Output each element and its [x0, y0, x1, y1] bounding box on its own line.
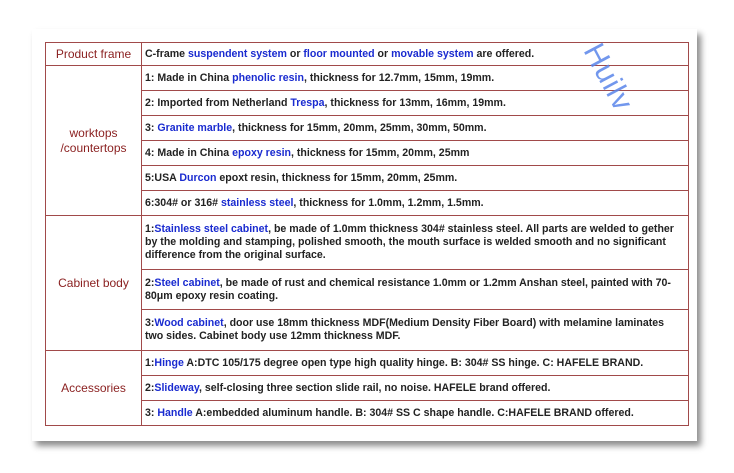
worktop-item-6	[142, 191, 689, 216]
highlight-term: Trespa	[290, 96, 325, 109]
text: C-frame	[145, 47, 188, 60]
category-accessories: Accessories	[46, 351, 142, 426]
text: 1: Made in China	[145, 71, 233, 84]
highlight-term: phenolic resin	[232, 71, 304, 84]
highlight-term: suspendent system	[187, 47, 287, 60]
text: , thickness for 13mm, 16mm, 19mm.	[324, 96, 506, 109]
highlight-term: stainless steel	[220, 196, 294, 209]
text: , thickness for 1.0mm, 1.2mm, 1.5mm.	[293, 196, 484, 209]
worktop-item-5	[142, 166, 689, 191]
highlight-term: Granite marble	[157, 121, 233, 134]
text: 3:	[145, 121, 158, 134]
highlight-term: Handle	[157, 406, 193, 419]
text: , self-closing three section slide rail, no noise. HAFELE brand offered.	[198, 381, 551, 394]
text: 5:USA	[145, 171, 180, 184]
highlight-term: movable system	[391, 47, 474, 60]
table-row-worktop	[46, 166, 689, 191]
highlight-term: floor mounted	[303, 47, 375, 60]
text: or	[286, 47, 304, 60]
text: , thickness for 12.7mm, 15mm, 19mm.	[303, 71, 495, 84]
text: 2:	[145, 276, 155, 289]
highlight-term: Wood cabinet	[154, 317, 224, 329]
highlight-term: Durcon	[179, 171, 217, 184]
highlight-term: Steel cabinet	[154, 276, 220, 289]
text: , thickness for 15mm, 20mm, 25mm, 30mm, 50mm.	[232, 121, 487, 134]
text: A:DTC 105/175 degree open type high quality hinge. B: 304# SS hinge. C: HAFELE BRAND.	[183, 356, 644, 369]
category-worktops: worktops /countertops	[46, 66, 142, 216]
text: , door use 18mm thickness MDF(Medium Density Fiber Board) with melamine laminates two sides. Cabinet body use 12mm thickness MDF.	[145, 317, 665, 342]
worktop-item-3	[142, 116, 689, 141]
text: 3:	[145, 406, 158, 419]
text: 2: Imported from Netherland	[145, 96, 291, 109]
category-cabinet-body: Cabinet body	[46, 216, 142, 351]
text: epoxt resin, thickness for 15mm, 20mm, 25mm.	[216, 171, 458, 184]
highlight-term: Stainless steel cabinet	[154, 223, 269, 235]
text: , be made of rust and chemical resistance 1.0mm or 1.2mm Anshan steel, painted with 70-80μm epoxy resin coating.	[145, 276, 671, 302]
text: 1:	[145, 223, 155, 235]
category-product-frame: Product frame	[46, 43, 142, 66]
cabinet-item-1	[142, 216, 689, 270]
table-row-worktop	[46, 191, 689, 216]
text: 3:	[145, 317, 155, 329]
brand-watermark: Huilv	[576, 38, 640, 117]
table-row-worktop	[46, 91, 689, 116]
text: , thickness for 15mm, 20mm, 25mm	[291, 146, 470, 159]
highlight-term: epoxy resin	[232, 146, 292, 159]
specification-table	[45, 42, 689, 426]
table-row-accessory	[46, 401, 689, 426]
text: , be made of 1.0mm thickness 304# stainless steel. All parts are welded to gether by the molding and stamping, polished smooth, the mouth surface is welded smooth and no significant difference from the original surface.	[145, 223, 674, 261]
text: 6:304# or 316#	[145, 196, 221, 209]
cabinet-item-3	[142, 310, 689, 351]
text: 1:	[145, 356, 155, 369]
table-row-accessory	[46, 376, 689, 401]
accessory-item-2	[142, 376, 689, 401]
highlight-term: Slideway	[154, 381, 199, 394]
table-row-worktop	[46, 141, 689, 166]
text: 2:	[145, 381, 155, 394]
table-row-worktop	[46, 116, 689, 141]
table-row-cabinet	[46, 270, 689, 310]
text: A:embedded aluminum handle. B: 304# SS C shape handle. C:HAFELE BRAND offered.	[192, 406, 634, 419]
table-row-cabinet	[46, 216, 689, 270]
highlight-term: Hinge	[154, 356, 184, 369]
accessory-item-1	[142, 351, 689, 376]
worktop-item-4	[142, 141, 689, 166]
accessory-item-3	[142, 401, 689, 426]
text: are offered.	[473, 47, 535, 60]
table-row-cabinet	[46, 310, 689, 351]
cabinet-item-2	[142, 270, 689, 310]
table-row-accessory	[46, 351, 689, 376]
text: 4: Made in China	[145, 146, 233, 159]
text: or	[374, 47, 392, 60]
